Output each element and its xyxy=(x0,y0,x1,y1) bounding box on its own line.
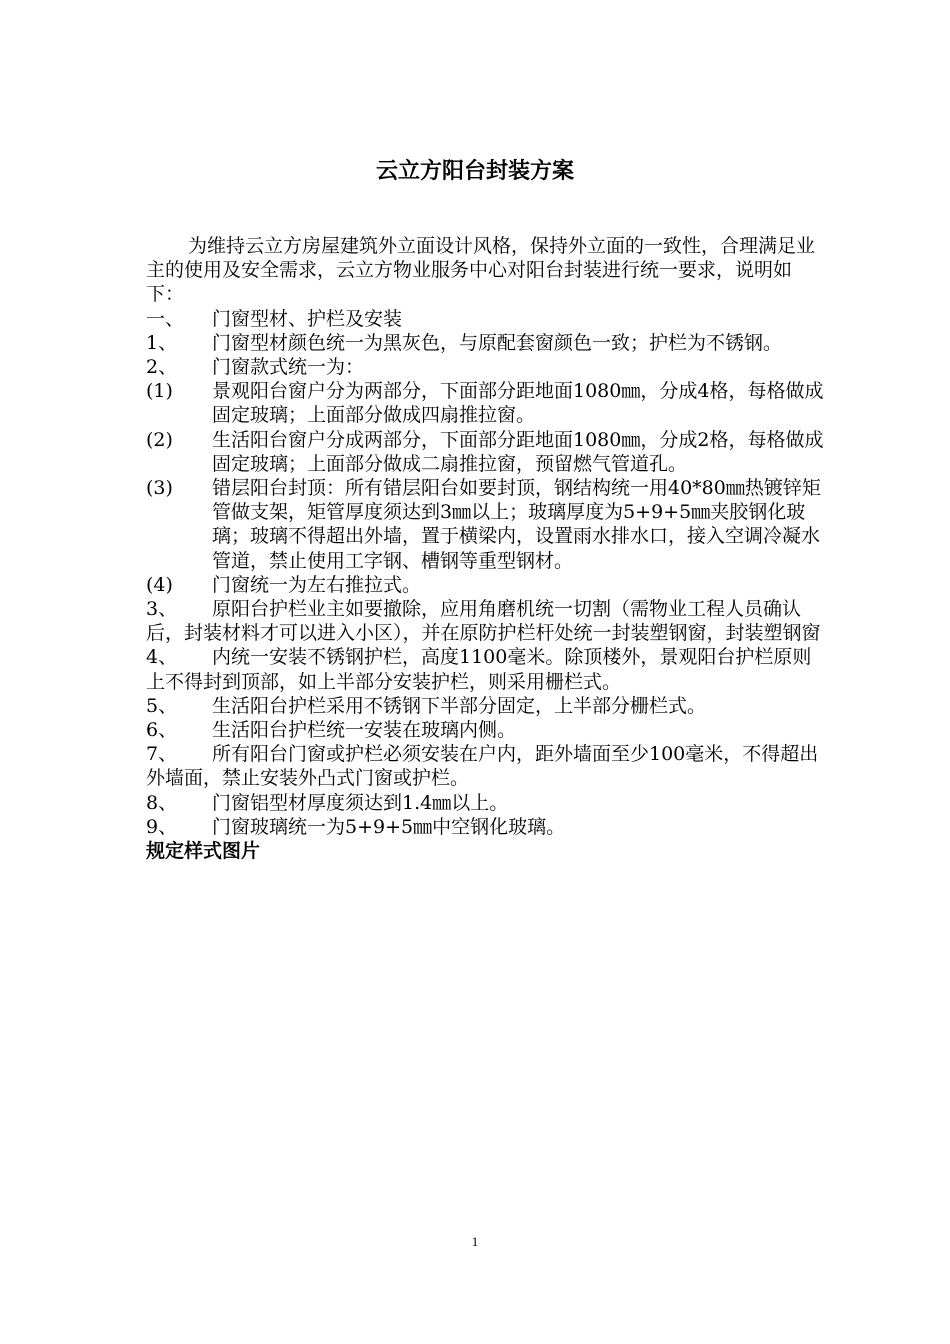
item-text: 门窗型材颜色统一为黑灰色，与原配套窗颜色一致；护栏为不锈钢。 xyxy=(212,331,783,354)
item-text: 内统一安装不锈钢护栏，高度1100毫米。除顶楼外，景观阳台护栏原则上不得封到顶部，如上半部分安装护栏，则采用栅栏式。 xyxy=(146,646,812,693)
list-item xyxy=(146,742,826,790)
sub-item-text: 景观阳台窗户分为两部分，下面部分距地面1080㎜，分成4格，每格做成固定玻璃；上面部分做成四扇推拉窗。 xyxy=(212,380,824,427)
section-heading xyxy=(146,307,826,331)
item-text: 门窗铝型材厚度须达到1.4㎜以上。 xyxy=(212,791,509,814)
list-item xyxy=(146,355,826,379)
images-heading: 规定样式图片 xyxy=(146,840,261,863)
sub-item-text: 错层阳台封顶：所有错层阳台如要封顶，钢结构统一用40*80㎜热镀锌矩管做支架，矩管厚度须达到3㎜以上；玻璃厚度为5+9+5㎜夹胶钢化玻璃；玻璃不得超出外墙，置于横梁内，设置雨水排水口，接入空调冷凝水管道，禁止使用工字钢、槽钢等重型钢材。 xyxy=(212,477,821,572)
page-number: 1 xyxy=(471,1234,479,1249)
list-item xyxy=(146,645,826,693)
item-text: 所有阳台门窗或护栏必须安装在户内，距外墙面至少100毫米，不得超出外墙面，禁止安装外凸式门窗或护栏。 xyxy=(146,743,819,790)
list-item xyxy=(146,597,826,645)
item-number: 4、 xyxy=(146,646,178,669)
sub-item-number: (3) xyxy=(146,477,173,500)
document-body xyxy=(146,234,826,863)
sub-list-item xyxy=(146,476,826,573)
document-title: 云立方阳台封装方案 xyxy=(375,158,574,184)
sub-list-item xyxy=(146,573,826,597)
item-number: 8、 xyxy=(146,791,178,814)
list-item xyxy=(146,815,826,839)
sub-item-number: (2) xyxy=(146,428,173,451)
list-item xyxy=(146,694,826,718)
item-text: 门窗款式统一为： xyxy=(212,356,365,379)
sub-item-number: (4) xyxy=(146,573,173,596)
section-title: 门窗型材、护栏及安装 xyxy=(212,307,403,330)
item-number: 5、 xyxy=(146,694,178,717)
list-item xyxy=(146,791,826,815)
sub-item-text: 门窗统一为左右推拉式。 xyxy=(212,573,422,596)
item-number: 7、 xyxy=(146,743,178,766)
item-text: 生活阳台护栏统一安装在玻璃内侧。 xyxy=(212,719,517,742)
list-item xyxy=(146,718,826,742)
item-number: 9、 xyxy=(146,815,178,838)
item-number: 1、 xyxy=(146,331,178,354)
list-item xyxy=(146,331,826,355)
sub-item-number: (1) xyxy=(146,380,173,403)
item-number: 3、 xyxy=(146,598,178,621)
section-number: 一、 xyxy=(146,307,185,330)
item-text: 门窗玻璃统一为5+9+5㎜中空钢化玻璃。 xyxy=(212,815,566,838)
sub-list-item xyxy=(146,379,826,427)
intro-paragraph: 为维持云立方房屋建筑外立面设计风格，保持外立面的一致性，合理满足业主的使用及安全需求，云立方物业服务中心对阳台封装进行统一要求，说明如下： xyxy=(146,235,816,306)
sub-item-text: 生活阳台窗户分成两部分，下面部分距地面1080㎜，分成2格，每格做成固定玻璃；上面部分做成二扇推拉窗，预留燃气管道孔。 xyxy=(212,428,824,475)
sub-list-item xyxy=(146,428,826,476)
item-number: 2、 xyxy=(146,356,178,379)
item-number: 6、 xyxy=(146,719,178,742)
item-text: 原阳台护栏业主如要撤除，应用角磨机统一切割（需物业工程人员确认后，封装材料才可以进入小区），并在原防护栏杆处统一封装塑钢窗，封装塑钢窗 xyxy=(146,598,821,645)
item-text: 生活阳台护栏采用不锈钢下半部分固定，上半部分栅栏式。 xyxy=(212,694,707,717)
